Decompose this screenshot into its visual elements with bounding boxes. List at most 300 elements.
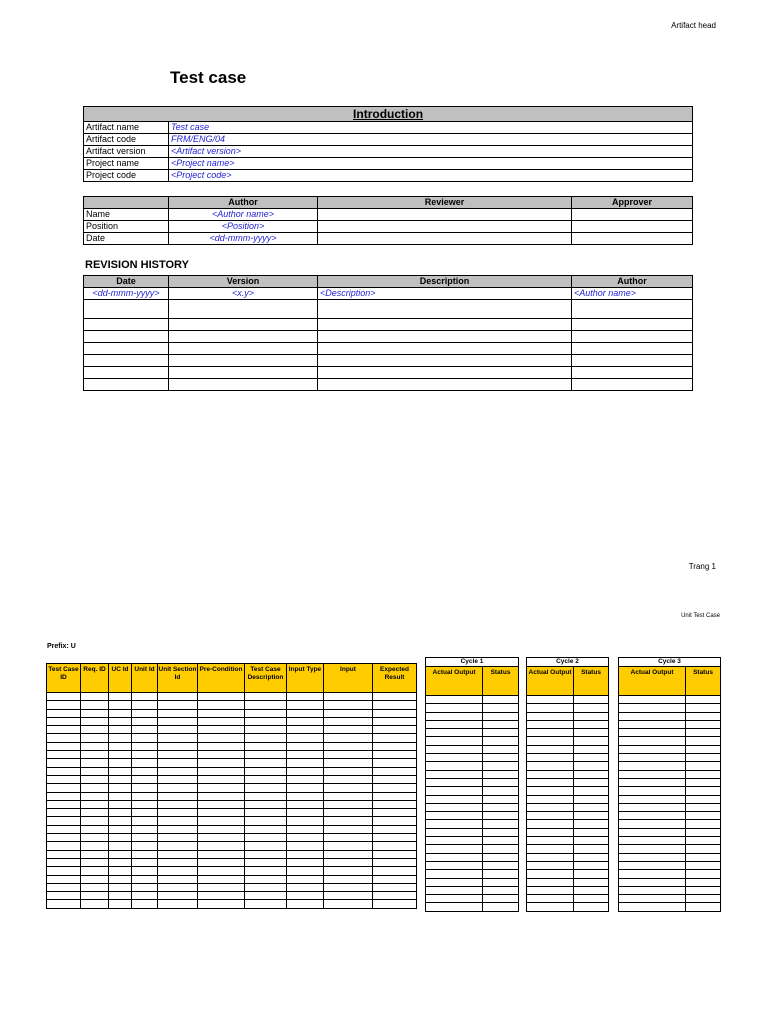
grid-cell[interactable] [619, 778, 686, 786]
grid-cell[interactable] [426, 696, 483, 704]
grid-cell[interactable] [686, 895, 721, 903]
grid-cell[interactable] [686, 861, 721, 869]
grid-cell[interactable] [198, 742, 245, 750]
grid-cell[interactable] [245, 751, 287, 759]
grid-cell[interactable] [287, 709, 324, 717]
grid-cell[interactable] [47, 701, 81, 709]
grid-cell[interactable] [574, 754, 609, 762]
grid-cell[interactable] [483, 720, 519, 728]
grid-cell[interactable] [198, 693, 245, 701]
grid-cell[interactable] [574, 845, 609, 853]
grid-cell[interactable] [198, 784, 245, 792]
grid-cell[interactable] [132, 792, 158, 800]
grid-cell[interactable] [619, 878, 686, 886]
grid-cell[interactable] [198, 892, 245, 900]
grid-cell[interactable] [373, 717, 417, 725]
grid-cell[interactable] [81, 892, 109, 900]
grid-cell[interactable] [158, 900, 198, 908]
rev-cell[interactable] [318, 319, 572, 331]
grid-cell[interactable] [198, 809, 245, 817]
grid-cell[interactable] [324, 817, 373, 825]
grid-cell[interactable] [483, 754, 519, 762]
grid-cell[interactable] [198, 883, 245, 891]
grid-cell[interactable] [686, 696, 721, 704]
grid-cell[interactable] [81, 809, 109, 817]
grid-cell[interactable] [373, 817, 417, 825]
grid-cell[interactable] [81, 800, 109, 808]
rev-cell[interactable] [318, 355, 572, 367]
grid-cell[interactable] [198, 792, 245, 800]
grid-cell[interactable] [527, 878, 574, 886]
grid-cell[interactable] [527, 737, 574, 745]
grid-cell[interactable] [81, 900, 109, 908]
grid-cell[interactable] [373, 825, 417, 833]
grid-cell[interactable] [324, 892, 373, 900]
grid-cell[interactable] [245, 792, 287, 800]
grid-cell[interactable] [287, 784, 324, 792]
grid-cell[interactable] [483, 886, 519, 894]
grid-cell[interactable] [287, 792, 324, 800]
grid-cell[interactable] [287, 834, 324, 842]
grid-cell[interactable] [81, 842, 109, 850]
grid-cell[interactable] [158, 817, 198, 825]
grid-cell[interactable] [527, 712, 574, 720]
grid-cell[interactable] [426, 870, 483, 878]
grid-cell[interactable] [324, 775, 373, 783]
grid-cell[interactable] [198, 867, 245, 875]
grid-cell[interactable] [574, 704, 609, 712]
grid-cell[interactable] [109, 767, 132, 775]
rev-cell[interactable] [572, 331, 693, 343]
grid-cell[interactable] [324, 792, 373, 800]
grid-cell[interactable] [686, 770, 721, 778]
grid-cell[interactable] [198, 767, 245, 775]
grid-cell[interactable] [158, 792, 198, 800]
grid-cell[interactable] [81, 717, 109, 725]
grid-cell[interactable] [158, 784, 198, 792]
grid-cell[interactable] [324, 751, 373, 759]
grid-cell[interactable] [47, 875, 81, 883]
grid-cell[interactable] [619, 770, 686, 778]
grid-cell[interactable] [574, 812, 609, 820]
grid-cell[interactable] [373, 892, 417, 900]
grid-cell[interactable] [245, 834, 287, 842]
rev-cell[interactable] [318, 331, 572, 343]
grid-cell[interactable] [373, 767, 417, 775]
grid-cell[interactable] [81, 701, 109, 709]
rev-cell[interactable] [169, 331, 318, 343]
grid-cell[interactable] [324, 858, 373, 866]
rev-cell[interactable] [84, 331, 169, 343]
grid-cell[interactable] [426, 770, 483, 778]
grid-cell[interactable] [373, 726, 417, 734]
grid-cell[interactable] [132, 784, 158, 792]
grid-cell[interactable] [426, 737, 483, 745]
grid-cell[interactable] [158, 734, 198, 742]
grid-cell[interactable] [287, 842, 324, 850]
grid-cell[interactable] [245, 817, 287, 825]
grid-cell[interactable] [527, 729, 574, 737]
grid-cell[interactable] [132, 693, 158, 701]
grid-cell[interactable] [619, 720, 686, 728]
grid-cell[interactable] [574, 878, 609, 886]
grid-cell[interactable] [158, 701, 198, 709]
signoff-reviewer-cell[interactable] [318, 209, 572, 221]
grid-cell[interactable] [158, 883, 198, 891]
grid-cell[interactable] [373, 809, 417, 817]
grid-cell[interactable] [426, 903, 483, 911]
grid-cell[interactable] [287, 883, 324, 891]
grid-cell[interactable] [373, 775, 417, 783]
grid-cell[interactable] [245, 742, 287, 750]
grid-cell[interactable] [132, 875, 158, 883]
grid-cell[interactable] [47, 759, 81, 767]
grid-cell[interactable] [109, 817, 132, 825]
grid-cell[interactable] [81, 759, 109, 767]
grid-cell[interactable] [483, 696, 519, 704]
grid-cell[interactable] [81, 709, 109, 717]
grid-cell[interactable] [426, 712, 483, 720]
grid-cell[interactable] [198, 817, 245, 825]
grid-cell[interactable] [426, 853, 483, 861]
grid-cell[interactable] [198, 842, 245, 850]
grid-cell[interactable] [47, 717, 81, 725]
grid-cell[interactable] [373, 759, 417, 767]
rev-cell[interactable] [169, 355, 318, 367]
grid-cell[interactable] [198, 709, 245, 717]
grid-cell[interactable] [686, 778, 721, 786]
grid-cell[interactable] [373, 709, 417, 717]
grid-cell[interactable] [198, 717, 245, 725]
rev-cell[interactable] [169, 379, 318, 391]
grid-cell[interactable] [245, 726, 287, 734]
grid-cell[interactable] [527, 895, 574, 903]
grid-cell[interactable] [527, 762, 574, 770]
grid-cell[interactable] [324, 734, 373, 742]
grid-cell[interactable] [483, 803, 519, 811]
grid-cell[interactable] [81, 850, 109, 858]
grid-cell[interactable] [527, 704, 574, 712]
grid-cell[interactable] [132, 767, 158, 775]
grid-cell[interactable] [527, 845, 574, 853]
grid-cell[interactable] [426, 828, 483, 836]
grid-cell[interactable] [81, 858, 109, 866]
grid-cell[interactable] [324, 784, 373, 792]
grid-cell[interactable] [198, 751, 245, 759]
grid-cell[interactable] [245, 701, 287, 709]
grid-cell[interactable] [619, 812, 686, 820]
grid-cell[interactable] [426, 729, 483, 737]
grid-cell[interactable] [109, 892, 132, 900]
grid-cell[interactable] [158, 742, 198, 750]
grid-cell[interactable] [198, 875, 245, 883]
grid-cell[interactable] [132, 751, 158, 759]
grid-cell[interactable] [324, 767, 373, 775]
grid-cell[interactable] [245, 759, 287, 767]
rev-cell[interactable] [572, 343, 693, 355]
rev-cell[interactable] [318, 343, 572, 355]
grid-cell[interactable] [132, 726, 158, 734]
grid-cell[interactable] [483, 878, 519, 886]
grid-cell[interactable] [47, 900, 81, 908]
grid-cell[interactable] [109, 867, 132, 875]
grid-cell[interactable] [158, 709, 198, 717]
grid-cell[interactable] [158, 842, 198, 850]
rev-cell[interactable] [572, 300, 693, 319]
grid-cell[interactable] [287, 726, 324, 734]
grid-cell[interactable] [619, 737, 686, 745]
grid-cell[interactable] [483, 828, 519, 836]
grid-cell[interactable] [527, 770, 574, 778]
grid-cell[interactable] [287, 858, 324, 866]
rev-cell[interactable] [84, 343, 169, 355]
rev-cell[interactable] [169, 367, 318, 379]
grid-cell[interactable] [686, 903, 721, 911]
grid-cell[interactable] [527, 696, 574, 704]
grid-cell[interactable] [574, 895, 609, 903]
grid-cell[interactable] [619, 787, 686, 795]
grid-cell[interactable] [47, 892, 81, 900]
rev-cell[interactable] [572, 319, 693, 331]
grid-cell[interactable] [47, 775, 81, 783]
grid-cell[interactable] [245, 825, 287, 833]
grid-cell[interactable] [47, 800, 81, 808]
grid-cell[interactable] [574, 820, 609, 828]
signoff-author-cell[interactable]: <dd-mmm-yyyy> [169, 233, 318, 245]
grid-cell[interactable] [574, 696, 609, 704]
grid-cell[interactable] [198, 759, 245, 767]
grid-cell[interactable] [287, 850, 324, 858]
grid-cell[interactable] [619, 845, 686, 853]
intro-value[interactable]: <Project name> [169, 158, 693, 170]
grid-cell[interactable] [324, 842, 373, 850]
grid-cell[interactable] [324, 759, 373, 767]
grid-cell[interactable] [81, 767, 109, 775]
grid-cell[interactable] [574, 729, 609, 737]
grid-cell[interactable] [324, 883, 373, 891]
grid-cell[interactable] [426, 787, 483, 795]
grid-cell[interactable] [287, 751, 324, 759]
grid-cell[interactable] [47, 809, 81, 817]
grid-cell[interactable] [686, 737, 721, 745]
grid-cell[interactable] [47, 784, 81, 792]
grid-cell[interactable] [426, 895, 483, 903]
grid-cell[interactable] [574, 903, 609, 911]
grid-cell[interactable] [245, 850, 287, 858]
grid-cell[interactable] [132, 883, 158, 891]
grid-cell[interactable] [245, 734, 287, 742]
grid-cell[interactable] [574, 720, 609, 728]
grid-cell[interactable] [287, 809, 324, 817]
grid-cell[interactable] [686, 837, 721, 845]
grid-cell[interactable] [324, 850, 373, 858]
grid-cell[interactable] [324, 726, 373, 734]
grid-cell[interactable] [132, 850, 158, 858]
grid-cell[interactable] [158, 867, 198, 875]
grid-cell[interactable] [426, 845, 483, 853]
grid-cell[interactable] [527, 745, 574, 753]
intro-value[interactable]: FRM/ENG/04 [169, 134, 693, 146]
signoff-author-cell[interactable]: <Position> [169, 221, 318, 233]
grid-cell[interactable] [426, 754, 483, 762]
grid-cell[interactable] [287, 701, 324, 709]
signoff-author-cell[interactable]: <Author name> [169, 209, 318, 221]
grid-cell[interactable] [287, 717, 324, 725]
grid-cell[interactable] [527, 720, 574, 728]
grid-cell[interactable] [619, 828, 686, 836]
grid-cell[interactable] [426, 820, 483, 828]
grid-cell[interactable] [109, 759, 132, 767]
grid-cell[interactable] [287, 900, 324, 908]
grid-cell[interactable] [245, 775, 287, 783]
grid-cell[interactable] [81, 751, 109, 759]
grid-cell[interactable] [483, 745, 519, 753]
grid-cell[interactable] [527, 853, 574, 861]
grid-cell[interactable] [574, 828, 609, 836]
grid-cell[interactable] [324, 693, 373, 701]
grid-cell[interactable] [287, 892, 324, 900]
rev-cell[interactable] [84, 300, 169, 319]
grid-cell[interactable] [158, 834, 198, 842]
grid-cell[interactable] [198, 834, 245, 842]
grid-cell[interactable] [527, 886, 574, 894]
grid-cell[interactable] [619, 754, 686, 762]
grid-cell[interactable] [158, 858, 198, 866]
grid-cell[interactable] [132, 734, 158, 742]
grid-cell[interactable] [81, 825, 109, 833]
intro-value[interactable]: <Project code> [169, 170, 693, 182]
grid-cell[interactable] [198, 775, 245, 783]
grid-cell[interactable] [426, 861, 483, 869]
grid-cell[interactable] [109, 726, 132, 734]
grid-cell[interactable] [619, 704, 686, 712]
grid-cell[interactable] [158, 717, 198, 725]
grid-cell[interactable] [81, 883, 109, 891]
grid-cell[interactable] [158, 775, 198, 783]
grid-cell[interactable] [198, 900, 245, 908]
grid-cell[interactable] [132, 858, 158, 866]
grid-cell[interactable] [619, 820, 686, 828]
grid-cell[interactable] [132, 775, 158, 783]
grid-cell[interactable] [483, 837, 519, 845]
grid-cell[interactable] [109, 775, 132, 783]
grid-cell[interactable] [483, 861, 519, 869]
grid-cell[interactable] [574, 837, 609, 845]
grid-cell[interactable] [426, 745, 483, 753]
grid-cell[interactable] [287, 800, 324, 808]
grid-cell[interactable] [426, 720, 483, 728]
grid-cell[interactable] [132, 717, 158, 725]
grid-cell[interactable] [527, 861, 574, 869]
grid-cell[interactable] [574, 795, 609, 803]
grid-cell[interactable] [198, 858, 245, 866]
grid-cell[interactable] [426, 812, 483, 820]
grid-cell[interactable] [109, 742, 132, 750]
grid-cell[interactable] [109, 717, 132, 725]
grid-cell[interactable] [426, 837, 483, 845]
grid-cell[interactable] [373, 900, 417, 908]
rev-cell[interactable] [318, 367, 572, 379]
grid-cell[interactable] [132, 800, 158, 808]
grid-cell[interactable] [158, 892, 198, 900]
grid-cell[interactable] [574, 745, 609, 753]
grid-cell[interactable] [483, 853, 519, 861]
grid-cell[interactable] [132, 900, 158, 908]
grid-cell[interactable] [81, 742, 109, 750]
grid-cell[interactable] [47, 825, 81, 833]
grid-cell[interactable] [132, 809, 158, 817]
grid-cell[interactable] [686, 712, 721, 720]
grid-cell[interactable] [527, 754, 574, 762]
grid-cell[interactable] [198, 825, 245, 833]
grid-cell[interactable] [483, 778, 519, 786]
grid-cell[interactable] [619, 745, 686, 753]
rev-cell[interactable] [572, 355, 693, 367]
grid-cell[interactable] [619, 795, 686, 803]
grid-cell[interactable] [324, 701, 373, 709]
grid-cell[interactable] [686, 828, 721, 836]
grid-cell[interactable] [109, 850, 132, 858]
grid-cell[interactable] [483, 737, 519, 745]
grid-cell[interactable] [574, 787, 609, 795]
grid-cell[interactable] [132, 834, 158, 842]
grid-cell[interactable] [483, 895, 519, 903]
grid-cell[interactable] [324, 809, 373, 817]
grid-cell[interactable] [158, 767, 198, 775]
grid-cell[interactable] [109, 883, 132, 891]
grid-cell[interactable] [426, 803, 483, 811]
grid-cell[interactable] [287, 759, 324, 767]
grid-cell[interactable] [574, 870, 609, 878]
grid-cell[interactable] [245, 717, 287, 725]
grid-cell[interactable] [686, 886, 721, 894]
grid-cell[interactable] [686, 845, 721, 853]
grid-cell[interactable] [373, 842, 417, 850]
grid-cell[interactable] [527, 803, 574, 811]
rev-cell[interactable] [572, 379, 693, 391]
grid-cell[interactable] [198, 800, 245, 808]
grid-cell[interactable] [198, 726, 245, 734]
grid-cell[interactable] [426, 795, 483, 803]
grid-cell[interactable] [109, 751, 132, 759]
grid-cell[interactable] [47, 792, 81, 800]
grid-cell[interactable] [619, 803, 686, 811]
grid-cell[interactable] [483, 795, 519, 803]
grid-cell[interactable] [158, 751, 198, 759]
rev-cell[interactable] [84, 367, 169, 379]
grid-cell[interactable] [324, 717, 373, 725]
grid-cell[interactable] [81, 867, 109, 875]
rev-cell[interactable] [318, 300, 572, 319]
grid-cell[interactable] [109, 709, 132, 717]
grid-cell[interactable] [109, 800, 132, 808]
grid-cell[interactable] [619, 861, 686, 869]
grid-cell[interactable] [81, 817, 109, 825]
grid-cell[interactable] [619, 762, 686, 770]
rev-cell[interactable] [318, 379, 572, 391]
grid-cell[interactable] [619, 895, 686, 903]
grid-cell[interactable] [686, 803, 721, 811]
grid-cell[interactable] [373, 875, 417, 883]
grid-cell[interactable] [527, 812, 574, 820]
grid-cell[interactable] [198, 734, 245, 742]
grid-cell[interactable] [198, 850, 245, 858]
grid-cell[interactable] [47, 867, 81, 875]
grid-cell[interactable] [109, 858, 132, 866]
grid-cell[interactable] [132, 701, 158, 709]
grid-cell[interactable] [81, 875, 109, 883]
grid-cell[interactable] [373, 784, 417, 792]
